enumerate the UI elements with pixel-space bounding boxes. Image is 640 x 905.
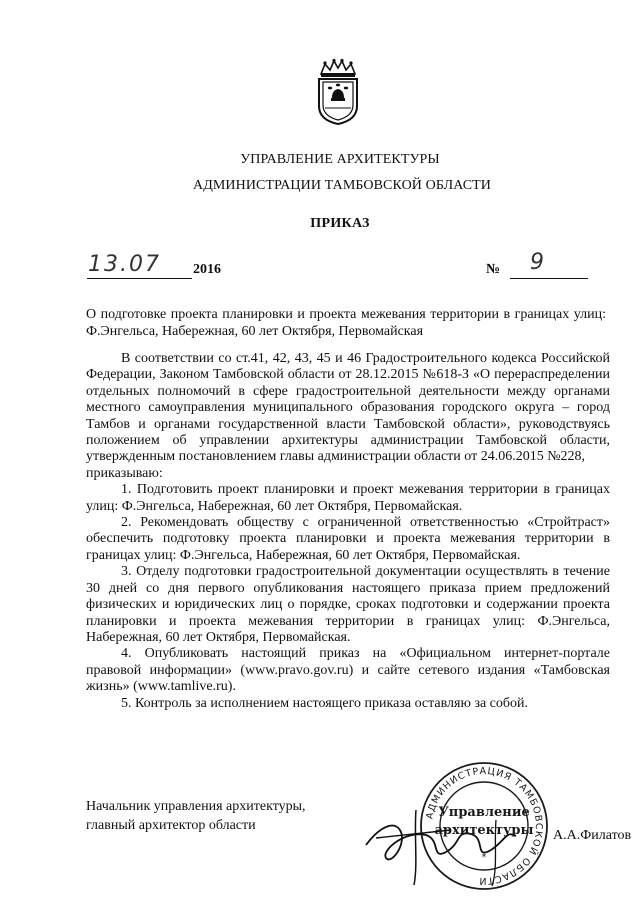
position-line-1: Начальник управления архитектуры, [86,799,306,814]
order-item-5: 5. Контроль за исполнением настоящего приказа оставляю за собой. [121,695,529,711]
handwritten-signature [356,790,576,890]
order-item-4: 4. Опубликовать настоящий приказ на «Официальном интернет-портале правовой информации» (www.pravo.gov.ru) и сайте сетевого издания «Тамбовская жизнь» (www.tamlive.ru). [86,646,610,695]
signatory-position [86,797,306,835]
tambov-coat-of-arms-icon [313,58,363,126]
order-word: приказываю: [86,465,163,481]
preamble-paragraph: В соответствии со ст.41, 42, 43, 45 и 46 Градостроительного кодекса Российской Федерации, Законом Тамбовской области от 28.12.2015 №618-З «О перераспределении отдельных полномочий в сфере градостроительной деятельности между органами местного самоуправления муниципального образования городского округа – город Тамбов и органами государственной власти Тамбовской области», руководствуясь положением об управлении архитектуры администрации Тамбовской области, утвержденным постановлением главы администрации области от 24.06.2015 №228, [86,351,610,465]
document-body [86,351,610,712]
position-line-2: главный архитектор области [86,818,256,833]
order-item-2: 2. Рекомендовать обществу с ограниченной ответственностью «Стройтраст» обеспечить подготовку проекта планировки и проекта межевания территории в границах улиц: Ф.Энгельса, Набережная, 60 лет Октября, Первомайская. [86,515,610,563]
signatory-name: А.А.Филатов [553,828,632,843]
handwritten-date: 13.07 [88,252,161,277]
document-subject: О подготовке проекта планировки и проекта межевания территории в границах улиц: Ф.Энгельса, Набережная, 60 лет Октября, Первомайская [86,307,606,339]
order-item-3: 3. Отделу подготовки градостроительной документации осуществлять в течение 30 дней со дня первого опубликования настоящего приказа прием предложений физических и юридических лиц о порядке, сроках подготовки и содержании проекта планировки и проекта межевания территории в границах улиц: Ф.Энгельса, Набережная, 60 лет Октября, Первомайская. [86,564,610,645]
header-org-line1: УПРАВЛЕНИЕ АРХИТЕКТУРЫ [240,152,440,167]
date-underline [87,278,192,279]
document-title: ПРИКАЗ [310,216,370,231]
stamp-ring-text: АДМИНИСТРАЦИЯ ТАМБОВСКОЙ ОБЛАСТИ [424,765,545,887]
order-item-1: 1. Подготовить проект планировки и проект межевания территории в границах улиц: Ф.Энгельса, Набережная, 60 лет Октября, Первомайская. [86,482,610,514]
header-org-line2: АДМИНИСТРАЦИИ ТАМБОВСКОЙ ОБЛАСТИ [192,178,492,193]
stamp-center-line1: Управление [438,805,530,820]
stamp-star-icon: * [481,852,487,863]
handwritten-number: 9 [530,250,544,275]
number-label: № [486,262,501,277]
stamp-center-line2: архитектуры [434,823,534,838]
number-underline [510,278,588,279]
document-year: 2016 [193,262,221,277]
